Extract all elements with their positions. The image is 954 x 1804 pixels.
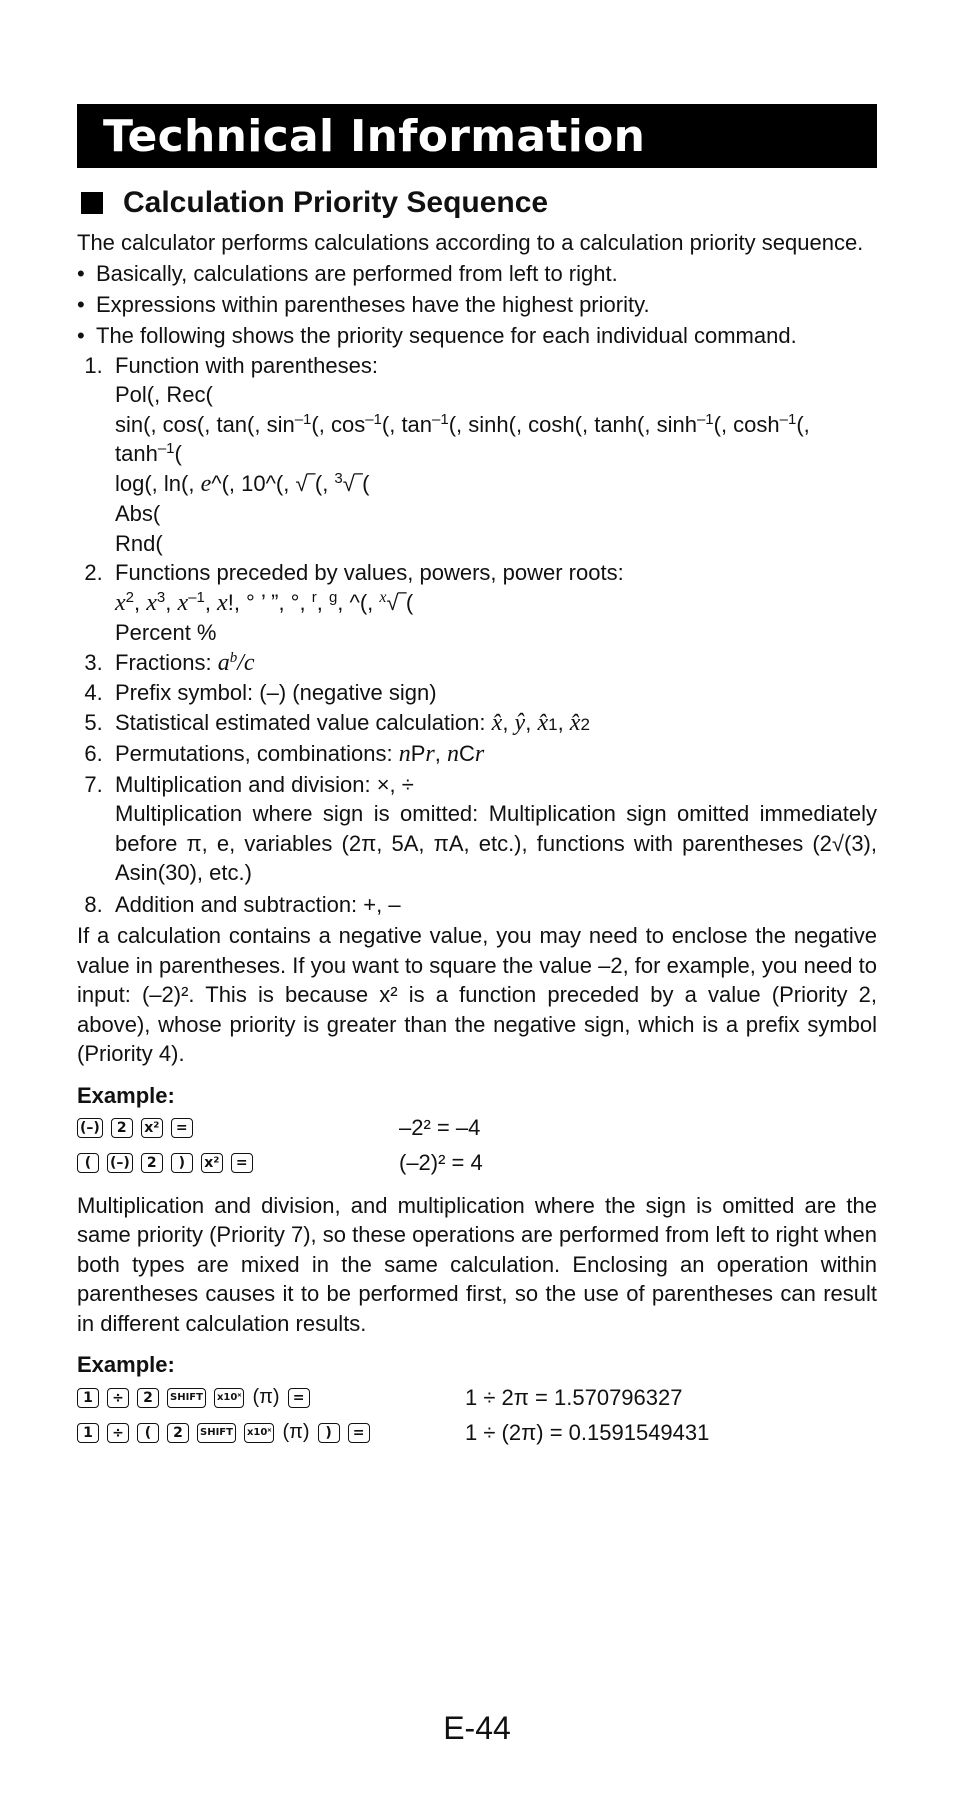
calculator-key: = bbox=[288, 1388, 310, 1408]
priority-item-7: 7. Multiplication and division: ×, ÷ bbox=[84, 771, 414, 797]
calculator-key: x10ˣ bbox=[214, 1388, 245, 1408]
example-label: Example: bbox=[77, 1082, 175, 1108]
priority-item-8: 8. Addition and subtraction: +, – bbox=[84, 891, 401, 917]
priority-item-2-symbols: $x^2$, $x^3$, $x^{-1}$, x!, ° ’ ”, °, $^r$, $^g$, ^(, $^x$√‾( bbox=[115, 588, 414, 616]
key-sequence-row bbox=[77, 1111, 877, 1146]
calculator-key: ) bbox=[171, 1153, 193, 1173]
calculator-key: 2 bbox=[137, 1388, 159, 1408]
priority-item-1: 1. Function with parentheses: bbox=[84, 352, 378, 378]
priority-item-1-line: Rnd( bbox=[115, 530, 163, 556]
priority-item-3: 3. Fractions: $a^b/c$ bbox=[84, 649, 255, 676]
priority-item-1-log: log(, ln(, e^(, 10^(, √‾(, $^3$√‾( bbox=[115, 469, 370, 497]
calculator-key: 1 bbox=[77, 1388, 99, 1408]
calculator-key: SHIFT bbox=[197, 1423, 236, 1443]
key-sequence-row bbox=[77, 1415, 877, 1450]
calculator-key: 2 bbox=[141, 1153, 163, 1173]
calculator-key: 1 bbox=[77, 1423, 99, 1443]
key-sequence-row bbox=[77, 1146, 877, 1181]
priority-item-6: 6. Permutations, combinations: nPr, nCr bbox=[84, 741, 485, 767]
bullet-item: • Expressions within parentheses have the highest priority. bbox=[77, 291, 650, 317]
priority-item-1-trig: sin(, cos(, tan(, $\sin^{-1}$(, $\cos^{-1}$(, $\tan^{-1}$(, sinh(, cosh(, tanh(, $\sinh^{-1}$(, $\cosh^{-1}$(, $\tanh^{-1}$( bbox=[115, 410, 810, 466]
calculator-key: ( bbox=[137, 1423, 159, 1443]
priority-item-7-detail: Multiplication where sign is omitted: Multiplication sign omitted immediately before π, e, variables (2π, 5A, πA, etc.), functions with parentheses (2√(3), Asin(30), etc.) bbox=[115, 801, 877, 885]
calculator-key: x10ˣ bbox=[244, 1423, 275, 1443]
calculator-key: (π) bbox=[282, 1421, 310, 1443]
calculator-key: ÷ bbox=[107, 1423, 129, 1443]
calculator-key: ) bbox=[318, 1423, 340, 1443]
calculator-key: (–) bbox=[77, 1118, 103, 1138]
priority-item-1-line: Pol(, Rec( bbox=[115, 382, 213, 407]
calculator-key: = bbox=[348, 1423, 370, 1443]
calculator-key: ÷ bbox=[107, 1388, 129, 1408]
section-heading bbox=[77, 186, 877, 220]
paragraph-multiplication: Multiplication and division, and multiplication where the sign is omitted are the same priority (Priority 7), so these operations are performed from left to right when both types are mixed in the same calculation. Enclosing an operation within parentheses causes it to be performed first, so the use of parentheses can result in different calculation results. bbox=[77, 1192, 877, 1336]
bullet-item: • The following shows the priority sequence for each individual command. bbox=[77, 322, 797, 348]
calculation-result: 1 ÷ 2π = 1.570796327 bbox=[465, 1384, 683, 1410]
manual-page bbox=[77, 104, 877, 1450]
calculator-key: 2 bbox=[111, 1118, 133, 1138]
example-2 bbox=[77, 1380, 877, 1450]
square-bullet-icon bbox=[81, 192, 103, 214]
calculator-key: 2 bbox=[167, 1423, 189, 1443]
calculator-key: = bbox=[171, 1118, 193, 1138]
paragraph-negative-values: If a calculation contains a negative value, you may need to enclose the negative value in parentheses. If you want to square the value –2, for example, you need to input: (–2)². This is because x² is a function preceded by a value (Priority 2, above), whose priority is greater than the negative sign, which is a prefix symbol (Priority 4). bbox=[77, 923, 877, 1066]
calculation-result: (–2)² = 4 bbox=[399, 1150, 483, 1175]
priority-item-4: 4. Prefix symbol: (–) (negative sign) bbox=[84, 680, 437, 705]
calculator-key: (–) bbox=[107, 1153, 133, 1173]
priority-item-2: 2. Functions preceded by values, powers, power roots: bbox=[84, 560, 624, 585]
calculator-key: (π) bbox=[252, 1386, 280, 1408]
calculator-key: ( bbox=[77, 1153, 99, 1173]
example-label: Example: bbox=[77, 1352, 175, 1377]
section-title: Calculation Priority Sequence bbox=[123, 186, 549, 219]
calculator-key: x² bbox=[201, 1153, 223, 1173]
page-title: Technical Information bbox=[77, 104, 877, 168]
page-number: E-44 bbox=[443, 1710, 511, 1746]
priority-item-2-line: Percent % bbox=[115, 620, 217, 645]
example-1 bbox=[77, 1111, 877, 1181]
priority-item-5: 5. Statistical estimated value calculation: x̂, ŷ, x̂1, x̂2 bbox=[84, 709, 590, 736]
bullet-item: • Basically, calculations are performed from left to right. bbox=[77, 260, 618, 286]
calculator-key: SHIFT bbox=[167, 1388, 206, 1408]
calculator-key: x² bbox=[141, 1118, 163, 1138]
calculator-key: = bbox=[231, 1153, 253, 1173]
calculation-result: –2² = –4 bbox=[399, 1115, 481, 1140]
calculation-result: 1 ÷ (2π) = 0.1591549431 bbox=[465, 1419, 710, 1445]
priority-item-1-line: Abs( bbox=[115, 501, 161, 526]
key-sequence-row bbox=[77, 1380, 877, 1415]
intro-text: The calculator performs calculations according to a calculation priority sequence. bbox=[77, 230, 864, 255]
